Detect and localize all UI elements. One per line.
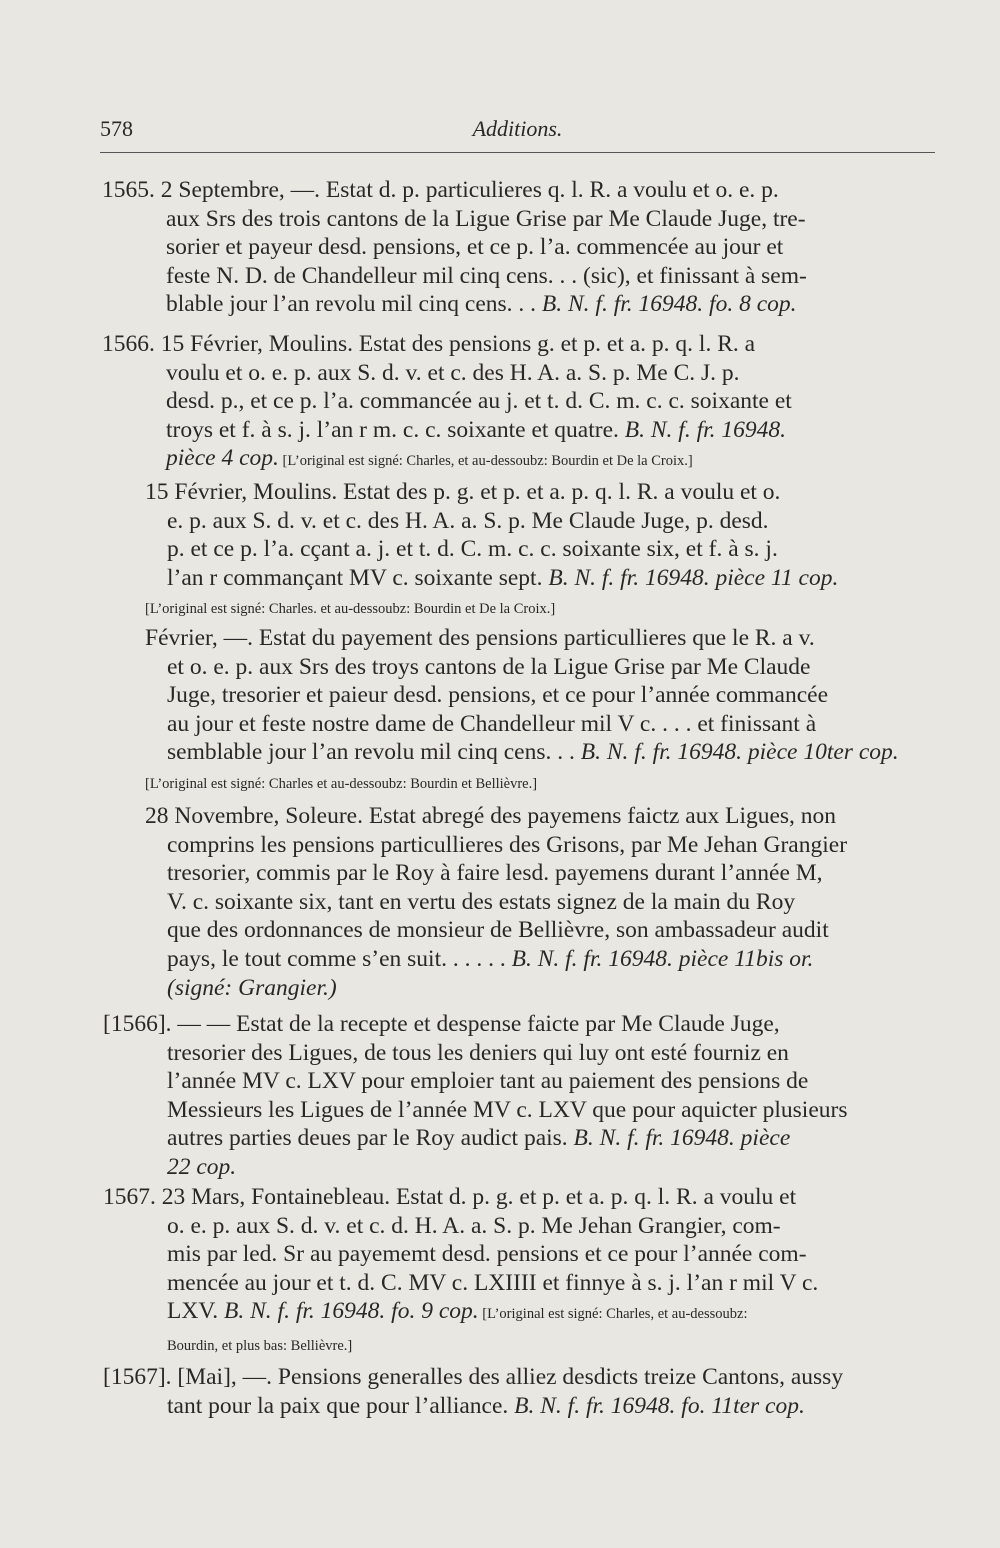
- source-reference: B. N. f. fr. 16948. pièce: [573, 1125, 791, 1152]
- signature-note: [L’original est signé: Charles, et au-dessoubz: Bourdin et De la Croix.]: [278, 453, 693, 470]
- entry-text: Messieurs les Ligues de l’année MV c. LXV que pour aquicter plusieurs: [167, 1096, 848, 1123]
- text-line: [145, 507, 934, 536]
- entry-text: Juge, tresorier et paieur desd. pensions, et ce pour l’année commancée: [167, 682, 828, 709]
- entry-text: blable jour l’an revolu mil cinq cens. . .: [166, 291, 542, 318]
- text-line: [145, 592, 934, 624]
- entry-text: 1565. 2 Septembre, —. Estat d. p. particulieres q. l. R. a voulu et o. e. p.: [102, 177, 779, 203]
- text-line: [145, 945, 934, 974]
- entry-text: voulu et o. e. p. aux S. d. v. et c. des H. A. a. S. p. Me C. J. p.: [166, 359, 740, 386]
- text-line: [145, 738, 934, 767]
- catalog-entry: [145, 624, 934, 799]
- source-reference: B. N. f. fr. 16948. fo. 11ter cop.: [514, 1392, 805, 1419]
- entry-text: tant pour la paix que pour l’alliance.: [167, 1392, 515, 1419]
- catalog-entry: [145, 802, 934, 1002]
- catalog-entry: [103, 1183, 938, 1361]
- text-line: [103, 1067, 938, 1096]
- entry-text: desd. p., et ce p. l’a. commancée au j. et t. d. C. m. c. c. soixante et: [166, 388, 792, 415]
- text-line: [102, 444, 934, 476]
- entry-text: o. e. p. aux S. d. v. et c. d. H. A. a. S. p. Me Jehan Grangier, com-: [167, 1212, 781, 1239]
- text-line: [145, 681, 934, 710]
- text-line: [145, 564, 934, 593]
- entry-text: que des ordonnances de monsieur de Bellièvre, son ambassadeur audit: [167, 917, 829, 944]
- text-line: [103, 1240, 938, 1269]
- text-line: [103, 1183, 938, 1212]
- entry-text: 1566. 15 Février, Moulins. Estat des pensions g. et p. et a. p. q. l. R. a: [102, 331, 756, 357]
- entry-text: tresorier, commis par le Roy à faire lesd. payemens durant l’année M,: [167, 860, 823, 887]
- entry-text: p. et ce p. l’a. cçant a. j. et t. d. C. m. c. c. soixante six, et f. à s. j.: [167, 536, 778, 563]
- source-reference: pièce 4 cop.: [166, 445, 279, 472]
- text-line: [102, 290, 934, 319]
- entry-text: V. c. soixante six, tant en vertu des estats signez de la main du Roy: [167, 888, 796, 915]
- text-line: [103, 1363, 938, 1392]
- text-line: [103, 1269, 938, 1298]
- entry-text: autres parties deues par le Roy audict pais.: [167, 1125, 574, 1152]
- text-line: [145, 478, 934, 507]
- page-header: [100, 116, 935, 153]
- text-line: [145, 859, 934, 888]
- entry-text: [1566]. — — Estat de la recepte et despense faicte par Me Claude Juge,: [103, 1011, 780, 1037]
- text-line: [102, 205, 934, 234]
- entry-text: sorier et payeur desd. pensions, et ce p. l’a. commencée au jour et: [166, 234, 784, 261]
- source-reference: B. N. f. fr. 16948. pièce 10ter cop.: [580, 739, 899, 766]
- text-line: [145, 831, 934, 860]
- text-line: [102, 262, 934, 291]
- text-line: [145, 974, 934, 1003]
- entry-text: et o. e. p. aux Srs des troys cantons de la Ligue Grise par Me Claude: [167, 653, 811, 680]
- text-line: [102, 330, 934, 359]
- text-line: [103, 1124, 938, 1153]
- source-reference: 22 cop.: [167, 1153, 237, 1180]
- text-line: [103, 1010, 938, 1039]
- text-line: [103, 1096, 938, 1125]
- source-reference: B. N. f. fr. 16948. fo. 9 cop.: [224, 1298, 479, 1325]
- text-line: [145, 535, 934, 564]
- source-reference: B. N. f. fr. 16948. pièce 11bis or.: [511, 945, 814, 972]
- entry-text: l’année MV c. LXV pour emploier tant au paiement des pensions de: [167, 1068, 809, 1095]
- text-line: [103, 1153, 938, 1182]
- text-line: [103, 1039, 938, 1068]
- text-line: [102, 387, 934, 416]
- catalog-entry: [103, 1010, 938, 1182]
- text-line: [145, 916, 934, 945]
- catalog-entry: [145, 478, 934, 624]
- entry-text: aux Srs des trois cantons de la Ligue Grise par Me Claude Juge, tre-: [166, 205, 806, 232]
- text-line: [103, 1329, 938, 1361]
- text-line: [103, 1212, 938, 1241]
- text-line: [102, 176, 934, 205]
- entry-text: 1567. 23 Mars, Fontainebleau. Estat d. p. g. et p. et a. p. q. l. R. a voulu et: [103, 1184, 797, 1210]
- text-line: [102, 233, 934, 262]
- text-line: [103, 1392, 938, 1421]
- entry-text: comprins les pensions particullieres des Grisons, par Me Jehan Grangier: [167, 831, 848, 858]
- source-reference: B. N. f. fr. 16948. fo. 8 cop.: [541, 291, 797, 318]
- source-reference: (signé: Grangier.): [167, 974, 337, 1001]
- entry-text: mencée au jour et t. d. C. MV c. LXIIII et finnye à s. j. l’an r mil V c.: [167, 1269, 819, 1296]
- text-line: [145, 888, 934, 917]
- entry-text: Février, —. Estat du payement des pensions particullieres que le R. a v.: [145, 625, 815, 651]
- text-line: [145, 710, 934, 739]
- entry-text: 28 Novembre, Soleure. Estat abregé des payemens faictz aux Ligues, non: [145, 803, 837, 829]
- entry-text: 15 Février, Moulins. Estat des p. g. et p. et a. p. q. l. R. a voulu et o.: [145, 479, 781, 505]
- text-line: [145, 624, 934, 653]
- text-line: [103, 1297, 938, 1329]
- text-line: [145, 767, 934, 799]
- entry-text: pays, le tout comme s’en suit. . . . . .: [167, 945, 512, 972]
- text-line: [145, 802, 934, 831]
- catalog-entry: [102, 330, 934, 476]
- text-line: [102, 359, 934, 388]
- signature-note: [L’original est signé: Charles et au-dessoubz: Bourdin et Bellièvre.]: [145, 775, 538, 792]
- entry-text: troys et f. à s. j. l’an r m. c. c. soixante et quatre.: [166, 416, 625, 443]
- entry-text: [1567]. [Mai], —. Pensions generalles des alliez desdicts treize Cantons, aussy: [103, 1364, 844, 1390]
- entry-text: mis par led. Sr au payememt desd. pensions et ce pour l’année com-: [167, 1241, 807, 1268]
- running-title: Additions.: [472, 116, 563, 141]
- catalog-entry: [103, 1363, 938, 1420]
- signature-note: Bourdin, et plus bas: Bellièvre.]: [167, 1337, 353, 1354]
- signature-note: [L’original est signé: Charles. et au-dessoubz: Bourdin et De la Croix.]: [145, 601, 556, 618]
- signature-note: [L’original est signé: Charles, et au-dessoubz:: [478, 1306, 748, 1323]
- entry-text: LXV.: [167, 1298, 225, 1325]
- page-number: 578: [100, 116, 133, 141]
- entry-text: feste N. D. de Chandelleur mil cinq cens. . . (sic), et finissant à sem-: [166, 262, 807, 289]
- entry-text: e. p. aux S. d. v. et c. des H. A. a. S. p. Me Claude Juge, p. desd.: [167, 507, 769, 534]
- source-reference: B. N. f. fr. 16948.: [624, 416, 787, 443]
- entry-text: au jour et feste nostre dame de Chandelleur mil V c. . . . et finissant à: [167, 710, 817, 737]
- text-line: [102, 416, 934, 445]
- catalog-entry: [102, 176, 934, 319]
- entry-text: semblable jour l’an revolu mil cinq cens. . .: [167, 739, 581, 766]
- source-reference: B. N. f. fr. 16948. pièce 11 cop.: [548, 564, 839, 591]
- entry-text: tresorier des Ligues, de tous les deniers qui luy ont esté fourniz en: [167, 1039, 789, 1066]
- text-line: [145, 653, 934, 682]
- entry-text: l’an r commançant MV c. soixante sept.: [167, 564, 549, 591]
